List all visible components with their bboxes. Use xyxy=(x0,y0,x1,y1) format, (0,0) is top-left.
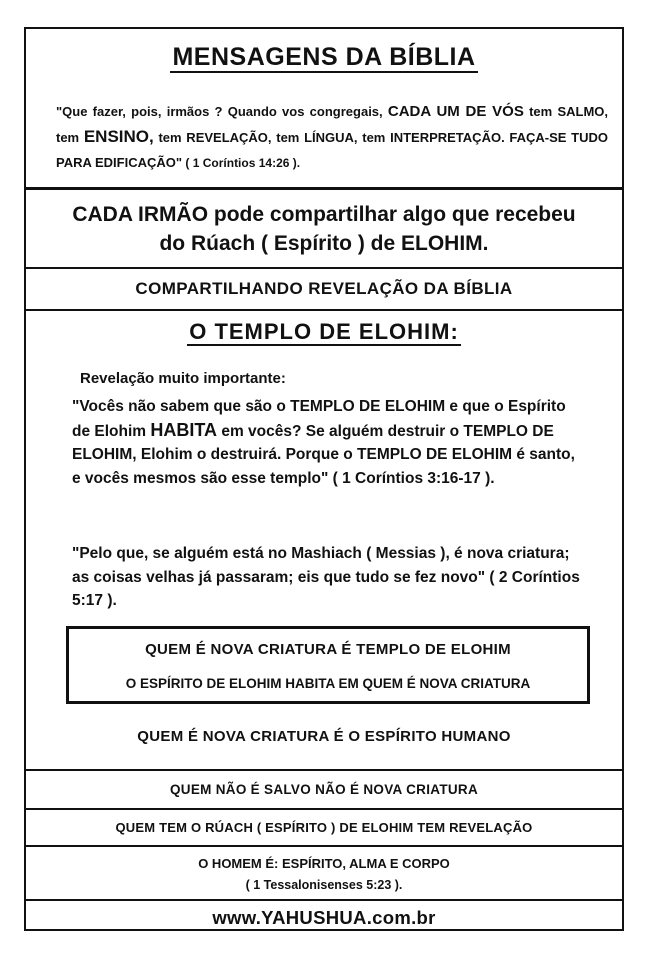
corinthians-3-quote: "Vocês não sabem que são o TEMPLO DE ELOHIM e que o Espírito de Elohim HABITA em vocês? Se alguém destruir o TEMPLO DE ELOHIM, Elohim o destruirá. Porque o TEMPLO DE ELOHIM é santo, e vocês mesmos são esse templo" ( 1 Coríntios 3:16-17 ). xyxy=(72,398,575,487)
box-line-1: QUEM É NOVA CRIATURA É TEMPLO DE ELOHIM xyxy=(145,641,511,658)
templo-heading: O TEMPLO DE ELOHIM: xyxy=(189,319,459,344)
cada-irmao-section xyxy=(26,187,622,267)
compartilhando-heading: COMPARTILHANDO REVELAÇÃO DA BÍBLIA xyxy=(26,267,622,309)
quote-part-1: "Que fazer, pois, irmãos ? Quando vos congregais, xyxy=(56,104,388,119)
website-link[interactable]: www.YAHUSHUA.com.br xyxy=(26,899,622,933)
cada-line-1: CADA IRMÃO pode compartilhar algo que recebeu xyxy=(72,203,576,226)
homem-row xyxy=(26,845,622,899)
homem-reference: ( 1 Tessalonisenses 5:23 ). xyxy=(245,878,403,892)
revelation-label: Revelação muito importante: xyxy=(80,370,286,387)
quote-emphasis-cada: CADA UM DE VÓS xyxy=(387,103,524,120)
box-line-2: O ESPÍRITO DE ELOHIM HABITA EM QUEM É NOVA CRIATURA xyxy=(125,676,531,691)
quote-part-5: tem REVELAÇÃO, tem LÍNGUA, tem INTERPRETAÇÃO. FAÇA-SE TUDO PARA EDIFICAÇÃO" xyxy=(56,130,608,170)
habita-emphasis: HABITA xyxy=(150,419,218,440)
quote-part-3: tem SALMO, tem xyxy=(56,104,608,145)
page-frame xyxy=(24,27,624,931)
ruach-row: QUEM TEM O RÚACH ( ESPÍRITO ) DE ELOHIM TEM REVELAÇÃO xyxy=(26,808,622,845)
espirito-humano-line: QUEM É NOVA CRIATURA É O ESPÍRITO HUMANO xyxy=(137,728,511,745)
opening-quote xyxy=(56,99,608,176)
quote-reference: ( 1 Coríntios 14:26 ). xyxy=(182,156,301,170)
corinthians-5-quote: "Pelo que, se alguém está no Mashiach ( Messias ), é nova criatura; as coisas velhas já passaram; eis que tudo se fez novo" ( 2 Coríntios 5:17 ). xyxy=(72,545,580,609)
nova-criatura-box xyxy=(66,626,590,704)
templo-section xyxy=(26,309,622,769)
page-title: MENSAGENS DA BÍBLIA xyxy=(172,43,476,71)
salvo-row: QUEM NÃO É SALVO NÃO É NOVA CRIATURA xyxy=(26,769,622,808)
quote-emphasis-ensino: ENSINO, xyxy=(83,127,154,146)
homem-line: O HOMEM É: ESPÍRITO, ALMA E CORPO xyxy=(198,856,450,871)
cada-line-2: do Rúach ( Espírito ) de ELOHIM. xyxy=(159,232,489,255)
